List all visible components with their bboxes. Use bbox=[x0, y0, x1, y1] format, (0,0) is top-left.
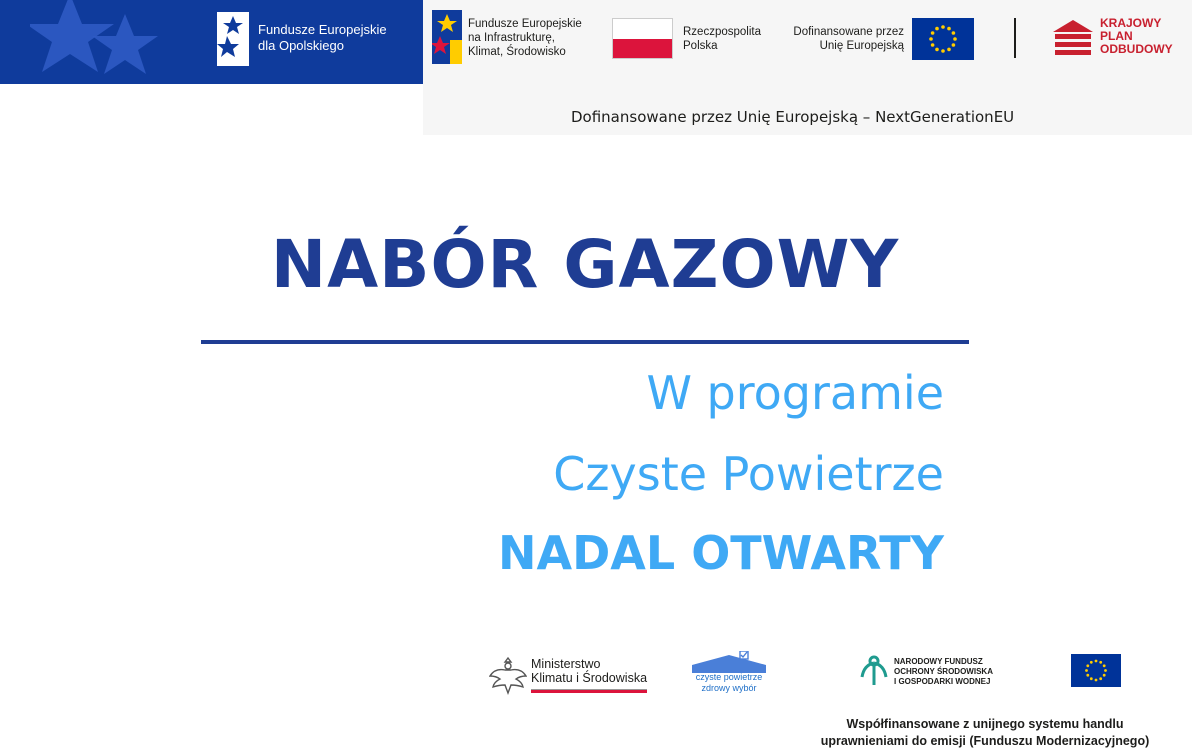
fe-opolskie-label: Fundusze Europejskie dla Opolskiego bbox=[258, 22, 387, 53]
subtitle-line-1: W programie bbox=[646, 366, 944, 420]
subtitle-line-3: NADAL OTWARTY bbox=[497, 526, 944, 580]
nfosigw-logo-icon bbox=[859, 655, 889, 687]
fe-infrastruktura-label: Fundusze Europejskie na Infrastrukturę, Klimat, Środowisko bbox=[468, 18, 582, 58]
nfosigw-label: NARODOWY FUNDUSZ OCHRONY ŚRODOWISKA I GOSPODARKI WODNEJ bbox=[894, 657, 993, 686]
fe-opolskie-banner bbox=[0, 0, 423, 84]
subtitle-line-2: Czyste Powietrze bbox=[553, 447, 944, 501]
main-headline: NABÓR GAZOWY bbox=[270, 226, 900, 303]
fe-logo-icon bbox=[217, 8, 249, 70]
eu-flag-icon bbox=[1071, 654, 1121, 687]
fe-infrastruktura-logo-icon bbox=[432, 10, 462, 64]
ministerstwo-bar bbox=[531, 689, 647, 693]
separator bbox=[1014, 18, 1016, 58]
polish-flag-icon bbox=[612, 18, 673, 59]
eu-stars-icon bbox=[30, 0, 160, 84]
cofinanced-caption: Współfinansowane z unijnego systemu handlu uprawnieniami do emisji (Funduszu Modernizacyjnego) bbox=[820, 717, 1150, 748]
czyste-powietrze-label: czyste powietrze zdrowy wybór bbox=[695, 672, 763, 693]
ministerstwo-label: Ministerstwo Klimatu i Środowiska bbox=[531, 657, 648, 685]
headline-rule bbox=[201, 340, 969, 344]
eu-flag-icon bbox=[912, 18, 974, 60]
kpo-label: KRAJOWY PLAN ODBUDOWY bbox=[1100, 16, 1173, 56]
dofinansowane-ue-label: Dofinansowane przez Unię Europejską bbox=[793, 26, 904, 52]
house-icon bbox=[692, 651, 766, 673]
eagle-icon bbox=[489, 654, 527, 696]
kpo-logo-icon bbox=[1053, 18, 1093, 60]
nextgen-eu-caption: Dofinansowane przez Unię Europejską – NextGenerationEU bbox=[571, 108, 1015, 126]
rzeczpospolita-label: Rzeczpospolita Polska bbox=[683, 26, 761, 52]
